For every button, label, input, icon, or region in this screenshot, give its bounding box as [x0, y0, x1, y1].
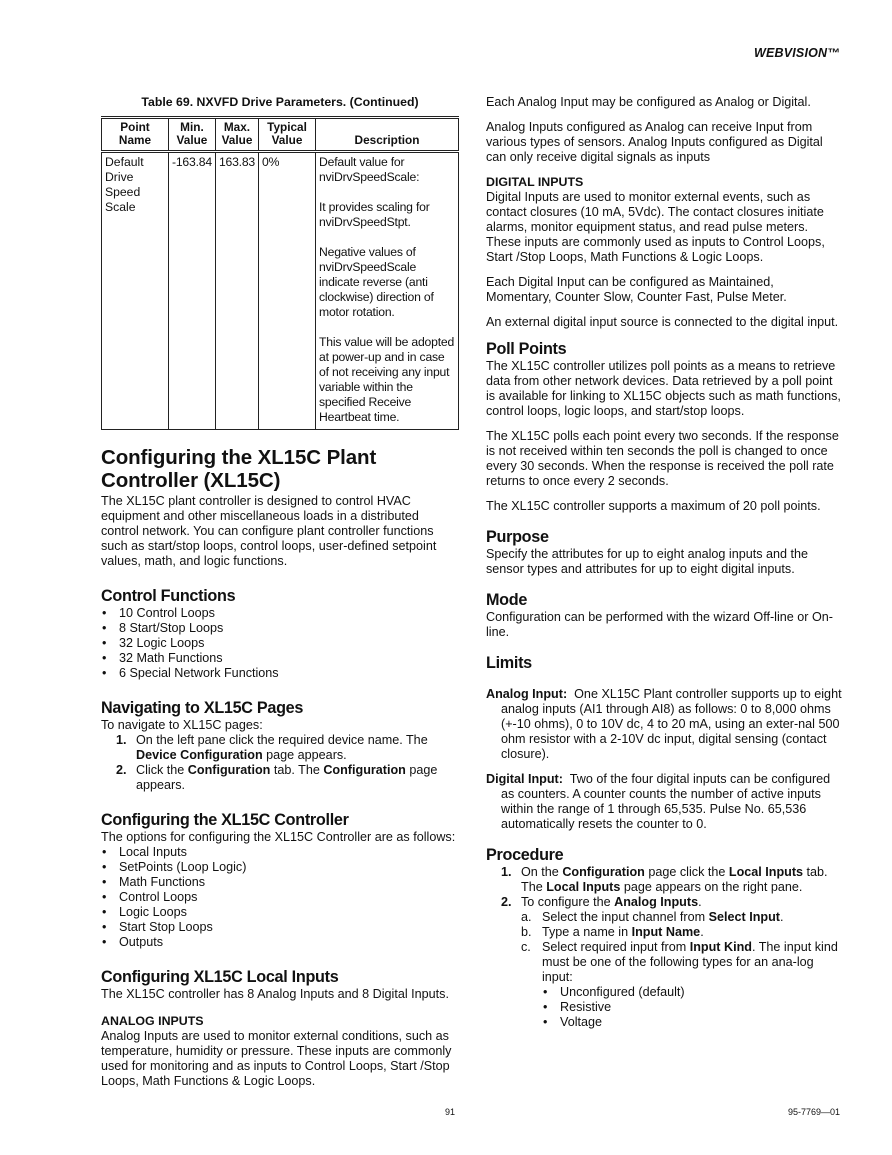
- poll-paragraph-3: The XL15C controller supports a maximum of 20 poll points.: [486, 499, 821, 513]
- navigating-intro: To navigate to XL15C pages:: [101, 718, 263, 732]
- list-item: • Start Stop Loops: [101, 920, 459, 935]
- limits-digital-input: Digital Input: Two of the four digital inputs can be configured as counters. A counter counts the number of active inputs within the range of 1 through 65,535. Pulse No. 65,536 automatically resets the counter to 0.: [486, 772, 831, 831]
- analog-inputs-text: Analog Inputs are used to monitor external conditions, such as temperature, humidity or pressure. These inputs are commonly used for monitoring and as inputs to Control Loops, Start /Stop Loops, Math Functions & Logic Loops.: [101, 1029, 452, 1088]
- digital-inputs-paragraph: Digital Inputs are used to monitor external events, such as contact closures (10 mA, 5Vdc). The contact closures initiate alarms, monitor equipment status, and read pulse meters. These inputs are commonly used as inputs to Control Loops, Start /Stop Loops, Math Functions & Logic Loops.: [486, 190, 825, 264]
- heading-configuring-controller: Configuring the XL15C Controller: [101, 811, 349, 829]
- col-header-typical: Typical Value: [259, 118, 316, 152]
- purpose-text: Specify the attributes for up to eight analog inputs and the sensor types and attributes for up to eight digital inputs.: [486, 547, 809, 576]
- list-item: 2. To configure the Analog Inputs. a. Select the input channel from Select Input. b. Type a name in Input Name. c. Select required input from Input Kind. The input kind must be one of the following types for an ana-log input: • Unconfigured (default) • Resistive • Voltage: [501, 895, 842, 1030]
- heading-control-functions: Control Functions: [101, 587, 236, 605]
- heading-poll-points: Poll Points: [486, 340, 567, 358]
- list-item: c. Select required input from Input Kind. The input kind must be one of the following types for an ana-log input: • Unconfigured (default) • Resistive • Voltage: [521, 940, 842, 1030]
- cell-description: Default value for nviDrvSpeedScale: It provides scaling for nviDrvSpeedStpt. Negative values of nviDrvSpeedScale indicate reverse (anti clockwise) direction of motor rotation. This value will be adopted at power-up and in case of not receiving any input variable within the specified Receive Heartbeat time.: [316, 152, 459, 430]
- heading-analog-inputs: ANALOG INPUTS: [101, 1014, 204, 1028]
- list-item: • 32 Math Functions: [101, 651, 459, 666]
- table-header-row: [102, 118, 459, 152]
- list-item: • Resistive: [542, 1000, 842, 1015]
- list-item: • Logic Loops: [101, 905, 459, 920]
- list-item: • Unconfigured (default): [542, 985, 842, 1000]
- col-header-description: Description: [316, 118, 459, 152]
- navigating-steps: [101, 733, 459, 793]
- list-item: • Control Loops: [101, 890, 459, 905]
- list-item: • Outputs: [101, 935, 459, 950]
- mode-text: Configuration can be performed with the wizard Off-line or On-line.: [486, 610, 833, 639]
- digital-source-paragraph: An external digital input source is connected to the digital input.: [486, 315, 839, 329]
- list-item: • Local Inputs: [101, 845, 459, 860]
- heading-limits: Limits: [486, 654, 532, 672]
- cell-point-name: Default Drive Speed Scale: [102, 152, 169, 430]
- poll-paragraph-2: The XL15C polls each point every two seconds. If the response is not received within ten seconds the poll is changed to once every 30 seconds. When the response is received the poll rate returns to once every 2 seconds.: [486, 429, 839, 488]
- list-item: 1. On the Configuration page click the Local Inputs tab. The Local Inputs page appears on the right pane.: [501, 865, 828, 894]
- local-inputs-intro: The XL15C controller has 8 Analog Inputs and 8 Digital Inputs.: [101, 987, 449, 1001]
- table-caption: Table 69. NXVFD Drive Parameters. (Continued): [141, 95, 419, 109]
- limits-analog-input: Analog Input: One XL15C Plant controller supports up to eight analog inputs (AI1 through AI8) as follows: 0 to 8,000 ohms (+-10 ohms), 0 to 10V dc, 4 to 20 mA, using an exter-nal 500 ohm resistor with a 2-10V dc input, digital sensing (contact closure).: [486, 687, 842, 761]
- heading-purpose: Purpose: [486, 528, 549, 546]
- document-number: 95-7769—01: [787, 1107, 840, 1117]
- list-item: b. Type a name in Input Name.: [521, 925, 704, 939]
- section-title: Configuring the XL15C Plant Controller (XL15C): [101, 446, 377, 492]
- col-header-max: Max. Value: [215, 118, 258, 152]
- parameters-table: [101, 116, 459, 430]
- list-item: 1. On the left pane click the required device name. The Device Configuration page appears.: [116, 733, 428, 762]
- configuring-controller-intro: The options for configuring the XL15C Controller are as follows:: [101, 830, 456, 844]
- poll-paragraph-1: The XL15C controller utilizes poll points as a means to retrieve data from other network devices. Data retrieved by a poll point is available for linking to XL15C objects such as math functions, control loops, logic loops, and start/stop loops.: [486, 359, 841, 418]
- page-number: 91: [445, 1107, 456, 1117]
- heading-procedure: Procedure: [486, 846, 564, 864]
- table-row: [102, 152, 459, 430]
- configuring-options-list: [101, 845, 459, 950]
- cell-max: 163.83: [215, 152, 258, 430]
- list-item: a. Select the input channel from Select Input.: [521, 910, 784, 924]
- list-item: 2. Click the Configuration tab. The Configuration page appears.: [116, 763, 438, 792]
- header-brand: WEBVISION™: [753, 46, 840, 60]
- procedure-steps: [486, 865, 842, 1030]
- list-item: • 32 Logic Loops: [101, 636, 459, 651]
- list-item: • 10 Control Loops: [101, 606, 459, 621]
- intro-paragraph: The XL15C plant controller is designed to control HVAC equipment and other miscellaneous loads in a distributed control network. You can configure plant controller functions such as start/stop loops, control loops, user-defined setpoint values, math, and logic functions.: [101, 494, 437, 568]
- analog-config-paragraph: Each Analog Input may be configured as Analog or Digital.: [486, 95, 811, 109]
- heading-local-inputs: Configuring XL15C Local Inputs: [101, 968, 339, 986]
- control-functions-list: [101, 606, 459, 681]
- cell-typical: 0%: [259, 152, 316, 430]
- list-item: • SetPoints (Loop Logic): [101, 860, 459, 875]
- list-item: • 8 Start/Stop Loops: [101, 621, 459, 636]
- procedure-substeps: [521, 910, 842, 1030]
- col-header-min: Min. Value: [169, 118, 216, 152]
- analog-sensor-paragraph: Analog Inputs configured as Analog can receive Input from various types of sensors. Analog Inputs configured as Digital can only receive digital signals as inputs: [486, 120, 823, 164]
- list-item: • 6 Special Network Functions: [101, 666, 459, 681]
- cell-min: -163.84: [169, 152, 216, 430]
- heading-digital-inputs: DIGITAL INPUTS: [486, 175, 584, 189]
- right-column: [486, 95, 842, 1030]
- heading-mode: Mode: [486, 591, 528, 609]
- digital-config-paragraph: Each Digital Input can be configured as Maintained, Momentary, Counter Slow, Counter Fast, Pulse Meter.: [486, 275, 787, 304]
- col-header-point-name: Point Name: [102, 118, 169, 152]
- input-kind-list: [542, 985, 842, 1030]
- list-item: • Voltage: [542, 1015, 842, 1030]
- list-item: • Math Functions: [101, 875, 459, 890]
- heading-navigating: Navigating to XL15C Pages: [101, 699, 304, 717]
- left-column: [101, 95, 459, 1089]
